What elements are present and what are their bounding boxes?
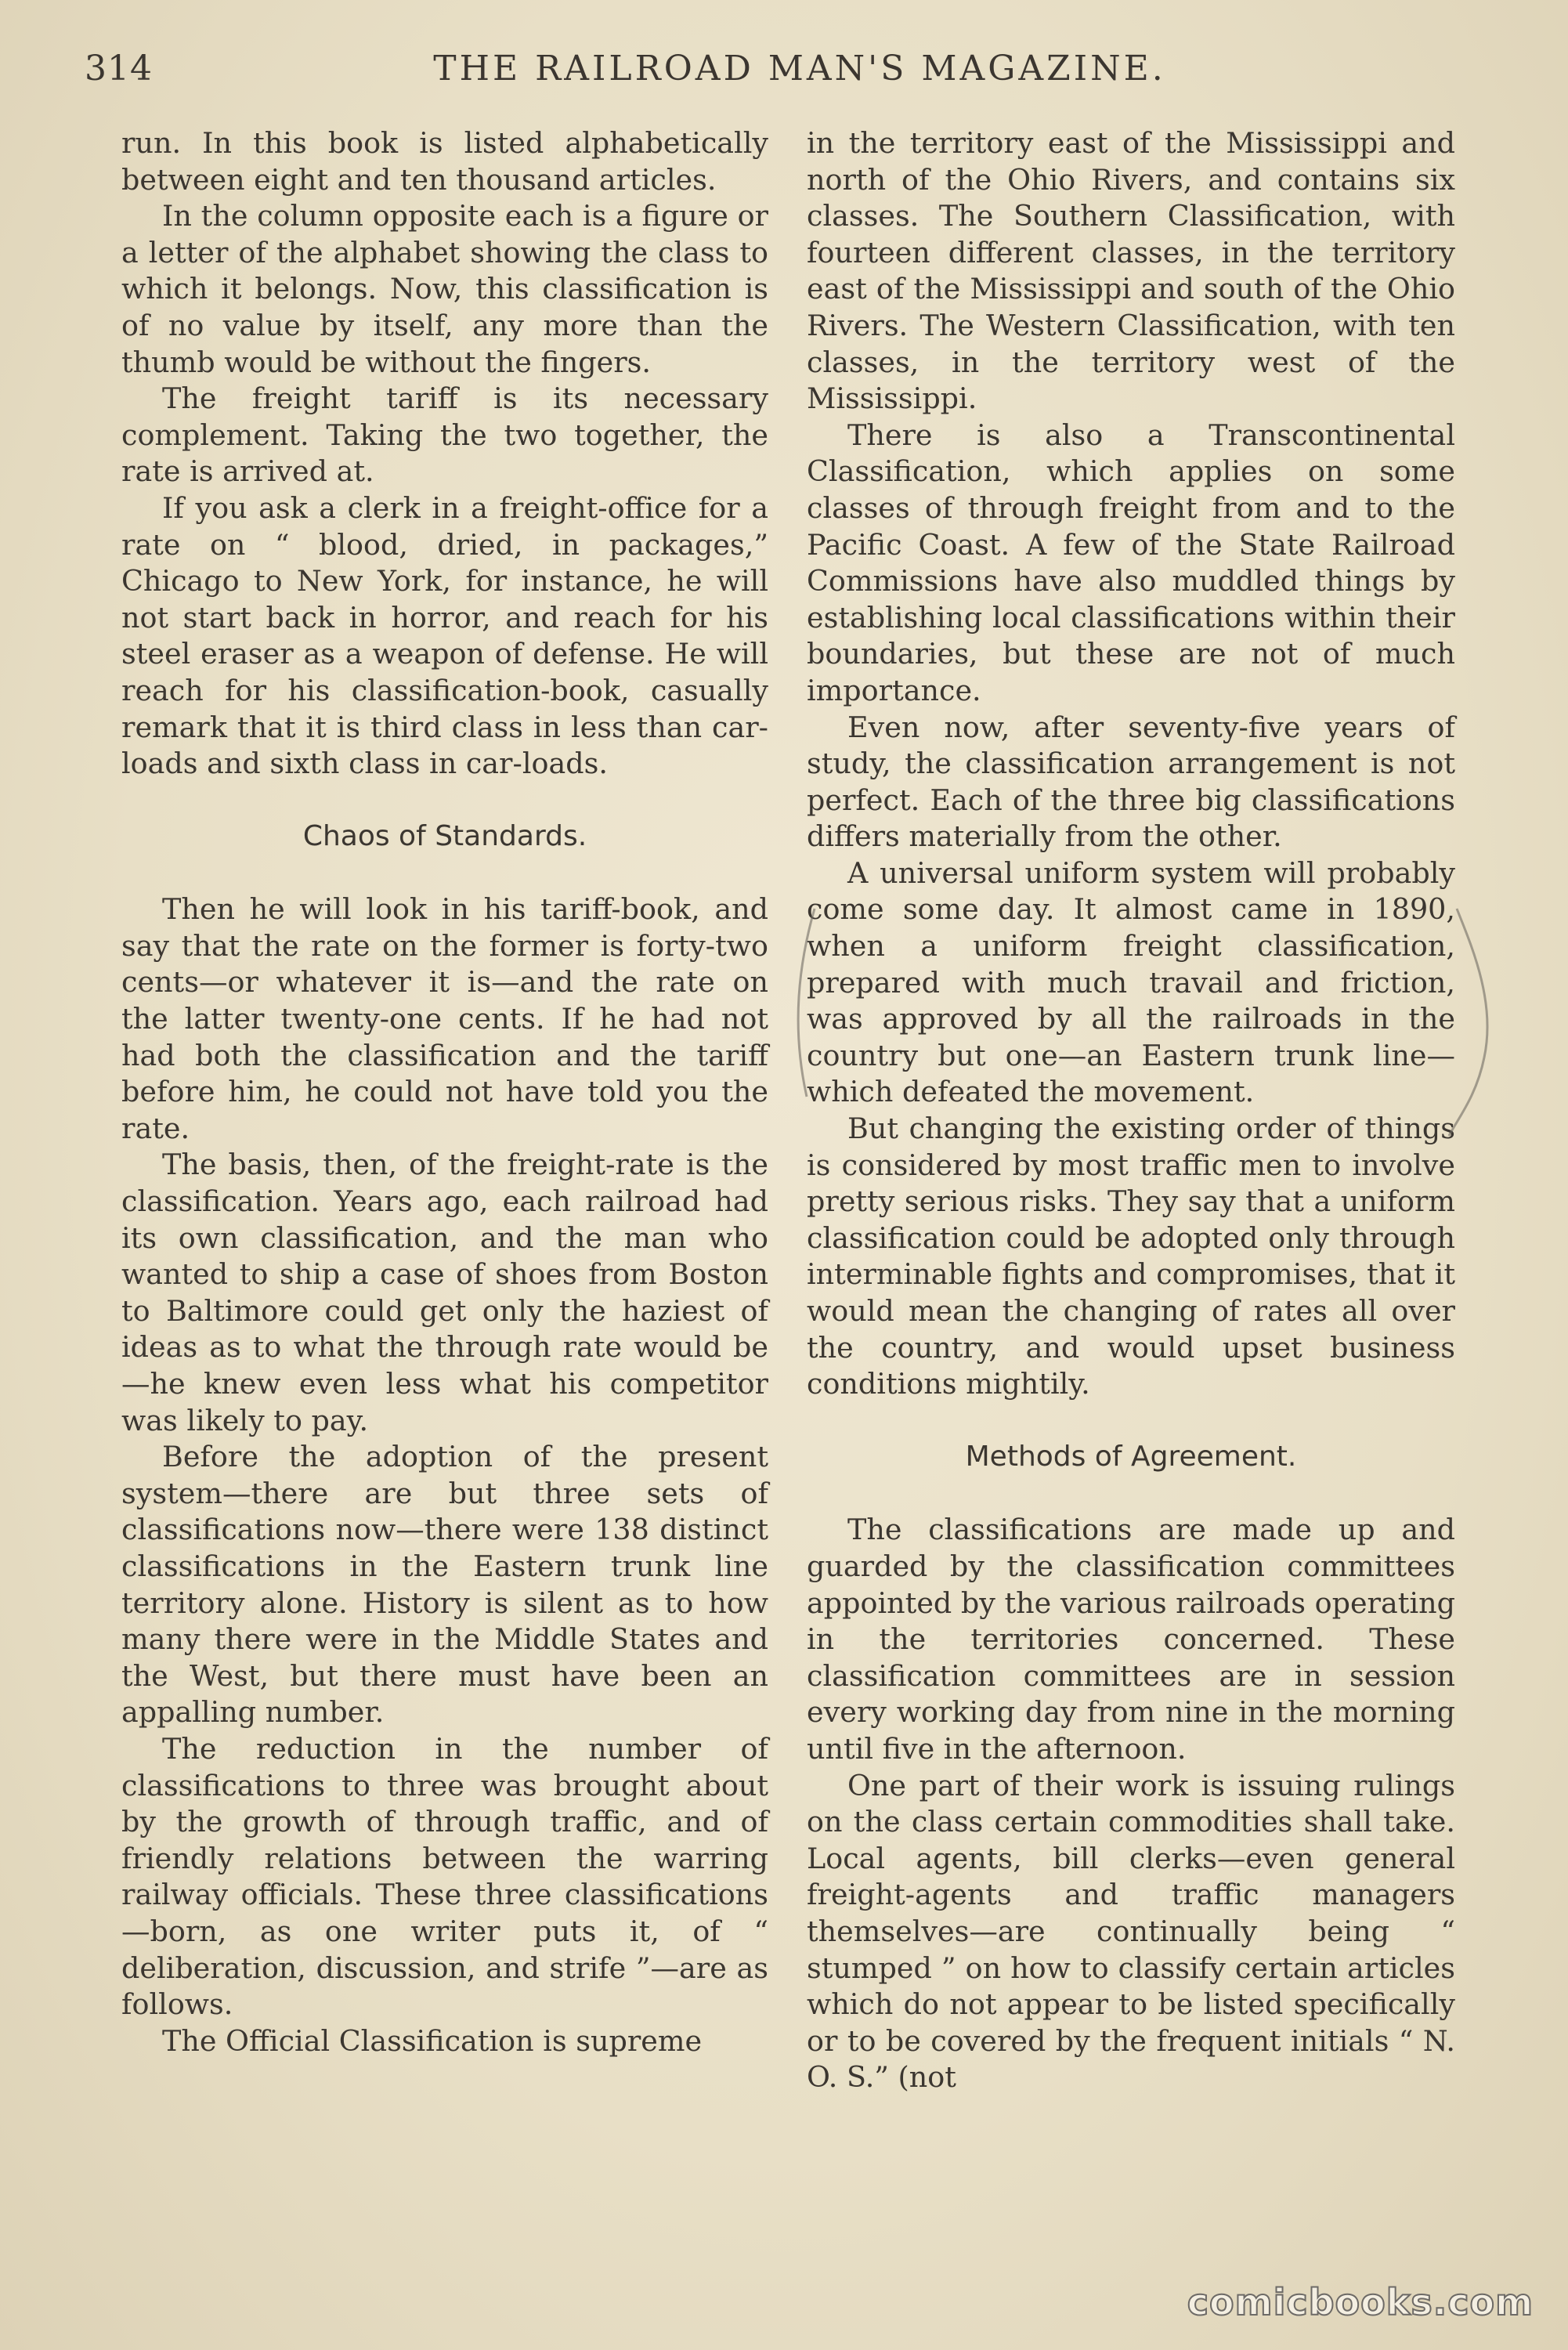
paragraph: Then he will look in his tariff-book, and say that the rate on the former is forty-two cents—or whatever it is—and the rate on the latter twenty-one cents. If he had not had both the classification and the tariff before him, he could not have told you the rate. (121, 892, 768, 1145)
paragraph: run. In this book is listed alphabetically between eight and ten thousand articles. (121, 126, 768, 197)
paragraph: If you ask a clerk in a freight-office for a rate on “ blood, dried, in packages,” Chicago to New York, for instance, he will not start back in horror, and reach for his steel eraser as a weapon of defense. He will reach for his classification-book, casually remark that it is third class in less than car-loads and sixth class in car-loads. (121, 490, 768, 781)
paragraph: A universal uniform system will probably come some day. It almost came in 1890, when a uniform freight classification, prepared with much travail and friction, was approved by all the railroads in the country but one—an Eastern trunk line—which defeated the movement. (807, 855, 1455, 1109)
paragraph: There is also a Transcontinental Classification, which applies on some classes of through freight from and to the Pacific Coast. A few of the State Railroad Commissions have also muddled things by establishing local classifications within their boundaries, but these are not of much importance. (807, 418, 1455, 707)
left-column (121, 125, 768, 2059)
paragraph: The freight tariff is its necessary complement. Taking the two together, the rate is arrived at. (121, 381, 768, 489)
section-heading: Methods of Agreement. (965, 1440, 1297, 1473)
paragraph: The reduction in the number of classifications to three was brought about by the growth of through traffic, and of friendly relations between the warring railway officials. These three classifications—born, as one writer puts it, of “ deliberation, discussion, and strife ”—are as follows. (121, 1731, 768, 2022)
watermark: comicbooks.com (1187, 2281, 1534, 2323)
paragraph: The classifications are made up and guarded by the classification committees appointed by the various railroads operating in the territories concerned. These classification committees are in session every working day from nine in the morning until five in the afternoon. (807, 1513, 1455, 1766)
right-column (807, 125, 1455, 2096)
paragraph: The Official Classification is supreme (162, 2023, 703, 2058)
paragraph: Before the adoption of the present system—there are but three sets of classifications now—there were 138 distinct classifications in the Eastern trunk line territory alone. History is silent as to how many there were in the Middle States and the West, but there must have been an appalling number. (121, 1440, 768, 1730)
paragraph: One part of their work is issuing rulings on the class certain commodities shall take. Local agents, bill clerks—even general freight-agents and traffic managers themselves—are continually being “ stumped ” on how to classify certain articles which do not appear to be listed specifically or to be covered by the frequent initials “ N. O. S.” (not (807, 1768, 1455, 2095)
section-heading: Chaos of Standards. (302, 819, 587, 852)
paragraph: But changing the existing order of things is considered by most traffic men to involve pretty serious risks. They say that a uniform classification could be adopted only through interminable fights and compromises, that it would mean the changing of rates all over the country, and would upset business conditions mightily. (807, 1112, 1455, 1401)
page-number: 314 (85, 49, 153, 89)
running-head: THE RAILROAD MAN'S MAGAZINE. (433, 49, 1166, 89)
paragraph: In the column opposite each is a figure or a letter of the alphabet showing the class to which it belongs. Now, this classification is of no value by itself, any more than the thumb would be without the fingers. (121, 199, 768, 379)
paragraph: in the territory east of the Mississippi and north of the Ohio Rivers, and contains six classes. The Southern Classification, with fourteen different classes, in the territory east of the Mississippi and south of the Ohio Rivers. The Western Classification, with ten classes, in the territory west of the Mississippi. (807, 126, 1455, 416)
paragraph: Even now, after seventy-five years of study, the classification arrangement is not perfect. Each of the three big classifications differs materially from the other. (807, 710, 1455, 854)
paragraph: The basis, then, of the freight-rate is the classification. Years ago, each railroad had its own classification, and the man who wanted to ship a case of shoes from Boston to Baltimore could get only the haziest of ideas as to what the through rate would be—he knew even less what his competitor was likely to pay. (121, 1148, 768, 1437)
